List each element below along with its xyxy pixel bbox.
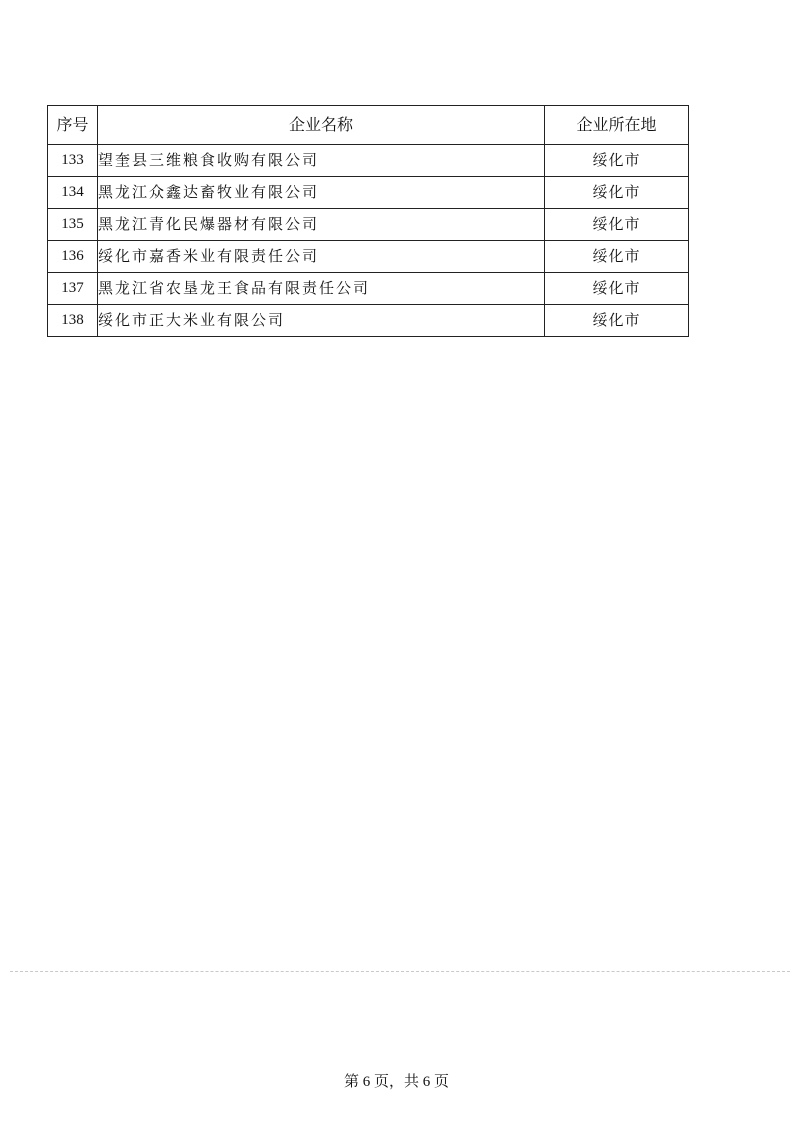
row-number: 135 — [48, 209, 98, 241]
enterprise-name: 望奎县三维粮食收购有限公司 — [98, 145, 545, 177]
table-row — [48, 305, 689, 337]
enterprise-location: 绥化市 — [545, 305, 689, 337]
enterprise-location: 绥化市 — [545, 145, 689, 177]
enterprise-name: 绥化市正大米业有限公司 — [98, 305, 545, 337]
row-number: 134 — [48, 177, 98, 209]
enterprise-table — [47, 105, 689, 337]
enterprise-location: 绥化市 — [545, 273, 689, 305]
table-row — [48, 241, 689, 273]
table-row — [48, 177, 689, 209]
enterprise-location: 绥化市 — [545, 177, 689, 209]
row-number: 133 — [48, 145, 98, 177]
column-header-no: 序号 — [48, 106, 98, 145]
row-number: 138 — [48, 305, 98, 337]
enterprise-name: 黑龙江省农垦龙王食品有限责任公司 — [98, 273, 545, 305]
page-number-footer: 第 6 页，共 6 页 — [343, 1074, 449, 1090]
enterprise-location: 绥化市 — [545, 209, 689, 241]
enterprise-location: 绥化市 — [545, 241, 689, 273]
scan-divider-line — [10, 971, 790, 972]
table-row — [48, 273, 689, 305]
column-header-location: 企业所在地 — [545, 106, 689, 145]
column-header-name: 企业名称 — [98, 106, 545, 145]
enterprise-name: 黑龙江青化民爆器材有限公司 — [98, 209, 545, 241]
enterprise-name: 绥化市嘉香米业有限责任公司 — [98, 241, 545, 273]
row-number: 137 — [48, 273, 98, 305]
row-number: 136 — [48, 241, 98, 273]
table-header-row — [48, 106, 689, 145]
table-row — [48, 145, 689, 177]
table-row — [48, 209, 689, 241]
enterprise-name: 黑龙江众鑫达畜牧业有限公司 — [98, 177, 545, 209]
